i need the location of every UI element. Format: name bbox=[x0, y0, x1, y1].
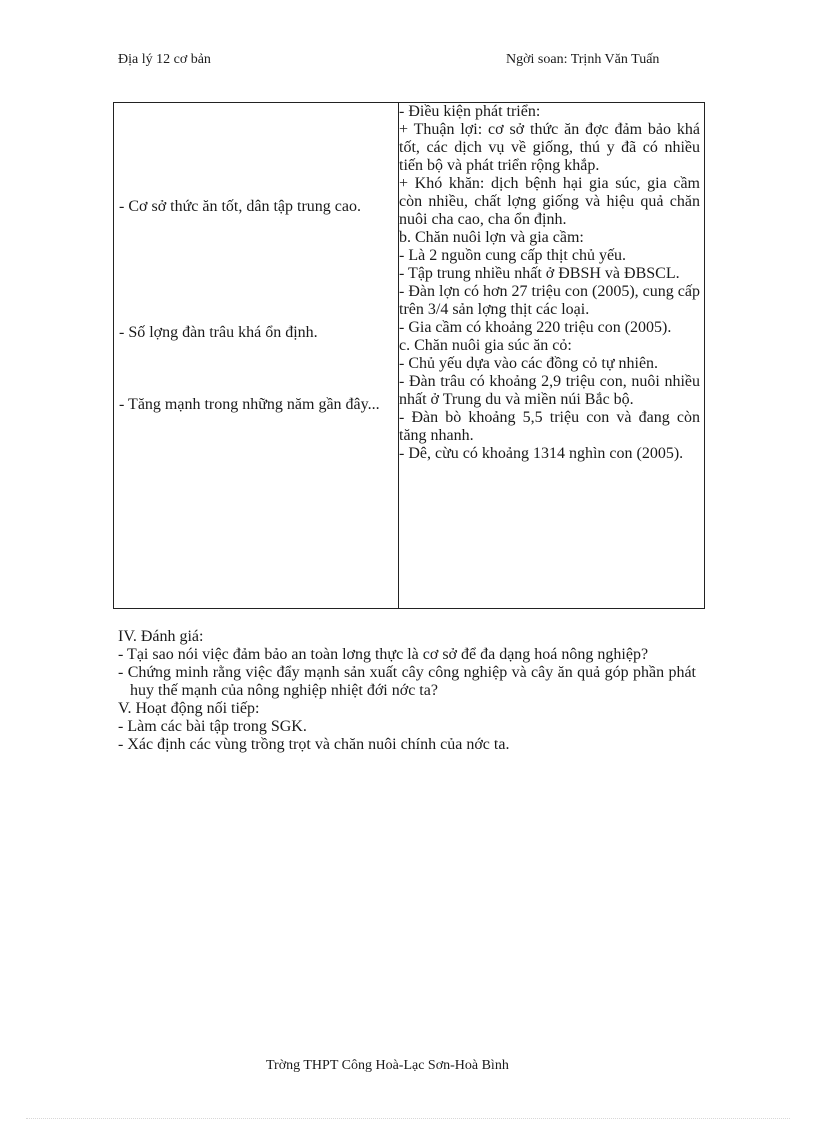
right-column bbox=[399, 103, 705, 609]
right-line: - Tập trung nhiều nhất ở ĐBSH và ĐBSCL. bbox=[399, 265, 680, 282]
right-line: + Khó khăn: dịch bệnh hại gia súc, gia cầm còn nhiều, chất lợng giống và hiệu quả chăn nuôi cha cao, cha ổn định. bbox=[399, 175, 700, 228]
left-column bbox=[114, 103, 399, 609]
evaluation-item: - Chứng minh rằng việc đẩy mạnh sản xuất cây công nghiệp và cây ăn quả góp phần phát huy thế mạnh của nông nghiệp nhiệt đới nớc ta? bbox=[118, 664, 696, 699]
followup-item: - Xác định các vùng trồng trọt và chăn nuôi chính của nớc ta. bbox=[118, 736, 510, 753]
right-line: - Gia cầm có khoảng 220 triệu con (2005). bbox=[399, 319, 672, 336]
right-line: - Đàn trâu có khoảng 2,9 triệu con, nuôi nhiều nhất ở Trung du và miền núi Bắc bộ. bbox=[399, 373, 700, 408]
footer-school: Trờng THPT Công Hoà-Lạc Sơn-Hoà Bình bbox=[266, 1058, 509, 1073]
right-line: c. Chăn nuôi gia súc ăn cỏ: bbox=[399, 337, 572, 354]
right-line: b. Chăn nuôi lợn và gia cầm: bbox=[399, 229, 584, 246]
right-line: - Dê, cừu có khoảng 1314 nghìn con (2005). bbox=[399, 445, 684, 462]
content-table bbox=[113, 102, 705, 609]
right-column-content bbox=[399, 103, 704, 463]
evaluation-heading: IV. Đánh giá: bbox=[118, 628, 204, 645]
right-line: - Đàn lợn có hơn 27 triệu con (2005), cung cấp trên 3/4 sản lợng thịt các loại. bbox=[399, 283, 700, 318]
evaluation-section bbox=[118, 628, 696, 754]
followup-heading: V. Hoạt động nối tiếp: bbox=[118, 700, 260, 717]
right-line: - Chủ yếu dựa vào các đồng cỏ tự nhiên. bbox=[399, 355, 659, 372]
left-item-food-base: - Cơ sở thức ăn tốt, dân tập trung cao. bbox=[119, 198, 361, 215]
right-line: - Điều kiện phát triển: bbox=[399, 103, 541, 120]
left-item-growth: - Tăng mạnh trong những năm gần đây... bbox=[119, 396, 380, 413]
page-bottom-divider bbox=[26, 1118, 790, 1119]
header-author: Ngời soan: Trịnh Văn Tuấn bbox=[506, 52, 660, 67]
evaluation-item: - Tại sao nói việc đảm bảo an toàn lơng thực là cơ sở để đa dạng hoá nông nghiệp? bbox=[118, 646, 649, 663]
right-line: - Là 2 nguồn cung cấp thịt chủ yếu. bbox=[399, 247, 627, 264]
left-item-buffalo: - Số lợng đàn trâu khá ổn định. bbox=[119, 324, 318, 341]
header-subject: Địa lý 12 cơ bản bbox=[118, 52, 211, 67]
right-line: - Đàn bò khoảng 5,5 triệu con và đang còn tăng nhanh. bbox=[399, 409, 700, 444]
right-line: + Thuận lợi: cơ sở thức ăn đợc đảm bảo khá tốt, các dịch vụ về giống, thú y đã có nhiều tiến bộ và phát triển rộng khắp. bbox=[399, 121, 700, 174]
followup-item: - Làm các bài tập trong SGK. bbox=[118, 718, 307, 735]
